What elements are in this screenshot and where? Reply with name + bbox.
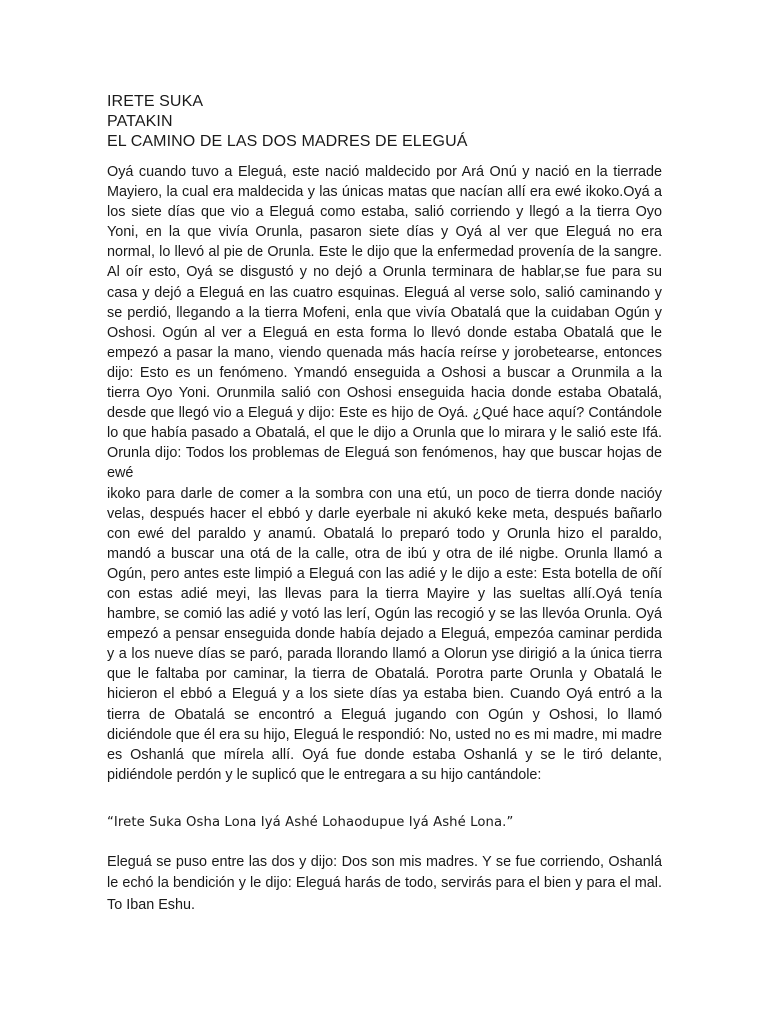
heading-genre: PATAKIN	[107, 113, 173, 130]
story-body	[107, 162, 662, 785]
story-closing-paragraph: Eleguá se puso entre las dos y dijo: Dos son mis madres. Y se fue corriendo, Oshanlá le echó la bendición y le dijo: Eleguá harás de todo, servirás para el bien y para el mal. To Iban Eshu.	[107, 853, 662, 913]
story-paragraph-2: ikoko para darle de comer a la sombra con una etú, un poco de tierra donde nacióy velas, después hacer el ebbó y darle eyerbale ni akukó keke meta, después bañarlo con ewé del paraldo y anamú. Obatalá lo preparó todo y Orunla hizo el paraldo, mandó a buscar una otá de la calle, otra de ibú y otra de ilé nigbe. Orunla llamó a Ogún, pero antes este limpió a Eleguá con las adié y le dijo a este: Esta botella de oñí con estas adié meyi, las llevas para la tierra Mayire y las sueltas allí.Oyá tenía hambre, se comió las adié y votó las lerí, Ogún las recogió y se las llevóa Orunla. Oyá empezó a pensar enseguida donde había dejado a Eleguá, empezóa caminar perdida y a los nueve días se paró, parada llorando llamó a Olorun yse dirigió a la única tierra que le faltaba por caminar, la tierra de Obatalá. Porotra parte Orunla y Obatalá le hicieron el ebbó a Eleguá y a los siete días ya estaba bien. Cuando Oyá entró a la tierra de Obatalá se encontró a Eleguá jugando con Ogún y Oshosi, lo llamó diciéndole que él era su hijo, Eleguá le respondió: No, usted no es mi madre, mi madre es Oshanlá que mírela allí. Oyá fue donde estaba Oshanlá y se le tiró delante, pidiéndole perdón y le suplicó que le entregara a su hijo cantándole:	[107, 485, 662, 783]
story-paragraph-1: Oyá cuando tuvo a Eleguá, este nació maldecido por Ará Onú y nació en la tierrade Mayiero, la cual era maldecida y las únicas matas que nacían allí era ewé ikoko.Oyá a los siete días que vio a Eleguá como estaba, salió corriendo y llegó a la tierra Oyo Yoni, en la que vivía Orunla, pasaron siete días y Oyá al ver que Eleguá no era normal, lo llevó al pie de Orunla. Este le dijo que la enfermedad provenía de la sangre. Al oír esto, Oyá se disgustó y no dejó a Orunla terminara de hablar,se fue para su casa y dejó a Eleguá en las cuatro esquinas. Eleguá al verse solo, salió caminando y se perdió, llegando a la tierra Mofeni, enla que vivía Obatalá que la cuidaban Ogún y Oshosi. Ogún al ver a Eleguá en esta forma lo llevó donde estaba Obatalá que le empezó a pasar la mano, viendo quenada más hacía reírse y jorobetearse, entonces dijo: Esto es un fenómeno. Ymandó enseguida a Oshosi a buscar a Orunmila a la tierra Oyo Yoni. Orunmila salió con Oshosi enseguida hacia donde estaba Obatalá, desde que llegó vio a Eleguá y dijo: Este es hijo de Oyá. ¿Qué hace aquí? Contándole lo que había pasado a Obatalá, el que le dijo a Orunla que lo mirara y le salió este Ifá. Orunla dijo: Todos los problemas de Eleguá son fenómenos, hay que buscar hojas de ewé	[107, 164, 662, 482]
heading-title: EL CAMINO DE LAS DOS MADRES DE ELEGUÁ	[107, 133, 468, 150]
doc-heading	[107, 92, 662, 152]
heading-odu-name: IRETE SUKA	[107, 93, 204, 110]
chant-quote: “Irete Suka Osha Lona Iyá Ashé Lohaodupue Iyá Ashé Lona.”	[107, 814, 514, 830]
document-page	[107, 92, 662, 916]
